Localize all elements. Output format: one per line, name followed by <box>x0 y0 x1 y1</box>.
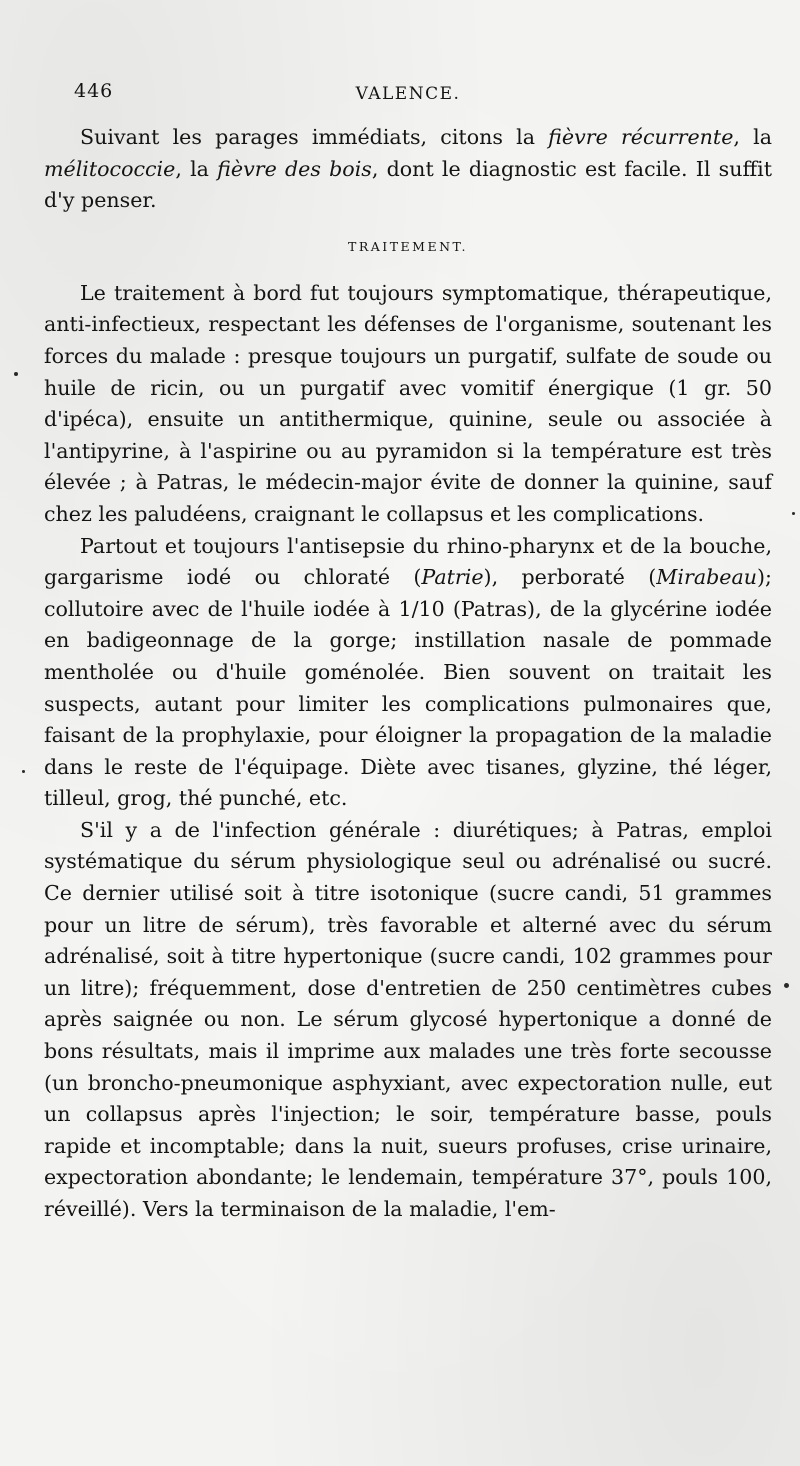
paper-speck <box>792 512 795 515</box>
book-page <box>44 80 772 1450</box>
paper-speck <box>22 770 25 773</box>
disease-term: mélitococcie <box>44 156 176 181</box>
paragraph-traitement: Le traitement à bord fut toujours symptomatique, thérapeutique, anti-infectieux, respectant les défenses de l'organisme, soutenant les forces du malade : presque toujours un purgatif, sulfate de soude ou huile de ricin, ou un purgatif avec vomitif énergique (1 gr. 50 d'ipéca), ensuite un antithermique, quinine, seule ou associée à l'antipyrine, à l'aspirine ou au pyramidon si la température est très élevée ; à Patras, le médecin-major évite de donner la quinine, sauf chez les paludéens, craignant le collapsus et les complications. <box>44 280 772 526</box>
ship-name: Patrie <box>421 565 484 590</box>
paragraph-infection: S'il y a de l'infection générale : diurétiques; à Patras, emploi systématique du sérum physiologique seul ou adrénalisé ou sucré. Ce dernier utilisé soit à titre isotonique (sucre candi, 51 grammes pour un litre de sérum), très favorable et alterné avec du sérum adrénalisé, soit à titre hypertonique (sucre candi, 102 grammes pour un litre); fréquemment, dose d'entretien de 250 centimètres cubes après saignée ou non. Le sérum glycosé hypertonique a donné de bons résultats, mais il imprime aux malades une très forte secousse (un broncho-pneumonique asphyxiant, avec expectoration nulle, eut un collapsus après l'injection; le soir, température basse, pouls rapide et incomptable; dans la nuit, sueurs profuses, crise urinaire, expectoration abondante; le lendemain, température 37°, pouls 100, réveillé). Vers la terminaison de la maladie, l'em- <box>44 817 772 1221</box>
section-heading: TRAITEMENT. <box>347 238 468 254</box>
paragraph-intro: Suivant les parages immédiats, citons la fièvre récurrente, la mélitococcie, la fièvre des bois, dont le diagnostic est facile. Il suffit d'y penser. <box>44 125 772 213</box>
disease-term: fièvre récurrente <box>548 125 734 149</box>
disease-term: fièvre des bois <box>217 156 372 181</box>
ship-name: Mirabeau <box>656 565 758 590</box>
running-head: VALENCE. <box>355 84 461 104</box>
page-number: 446 <box>74 80 114 102</box>
paper-speck <box>14 372 18 376</box>
paragraph-antisepsie: Partout et toujours l'antisepsie du rhino-pharynx et de la bouche, gargarisme iodé ou chloraté (Patrie), perboraté (Mirabeau); collutoire avec de l'huile iodée à 1/10 (Patras), de la glycérine iodée en badigeonnage de la gorge; instillation nasale de pommade mentholée ou d'huile goménolée. Bien souvent on traitait les suspects, autant pour limiter les complications pulmonaires que, faisant de la prophylaxie, pour éloigner la propagation de la maladie dans le reste de l'équipage. Diète avec tisanes, glyzine, thé léger, tilleul, grog, thé punché, etc. <box>44 533 772 811</box>
page-header <box>44 80 772 112</box>
paper-speck <box>784 983 789 988</box>
